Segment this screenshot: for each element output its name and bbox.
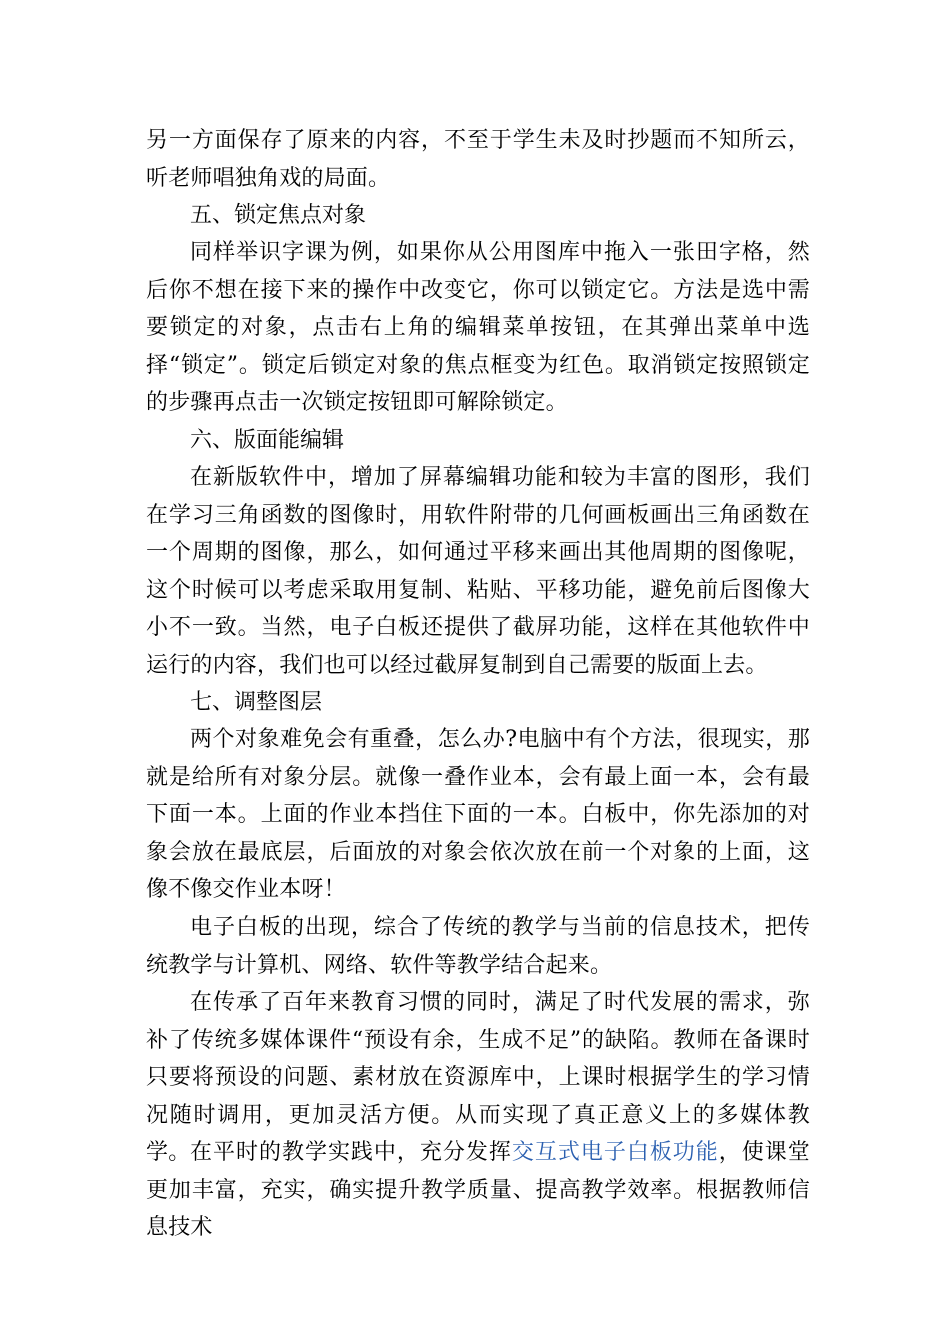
section-heading-5: 五、锁定焦点对象	[190, 203, 367, 228]
paragraph-text: ，使课堂更加丰富，充实，确实提升教学质量、提高教学效率。根据教师信息技术	[146, 1140, 810, 1240]
paragraph: 另一方面保存了原来的内容，不至于学生未及时抄题而不知所云，听老师唱独角戏的局面。	[146, 128, 810, 191]
section-heading-6: 六、版面能编辑	[190, 428, 345, 453]
section-heading-7: 七、调整图层	[190, 690, 323, 715]
paragraph: 两个对象难免会有重叠，怎么办?电脑中有个方法，很现实，那就是给所有对象分层。就像一叠作业本，会有最上面一本，会有最下面一本。上面的作业本挡住下面的一本。白板中，你先添加的对象会放在最底层，后面放的对象会依次放在前一个对象的上面，这像不像交作业本呀！	[146, 727, 810, 902]
whiteboard-link[interactable]: 交互式电子白板功能	[511, 1140, 719, 1165]
paragraph	[146, 1134, 810, 1247]
paragraph: 同样举识字课为例，如果你从公用图库中拖入一张田字格，然后你不想在接下来的操作中改变它，你可以锁定它。方法是选中需要锁定的对象，点击右上角的编辑菜单按钮，在其弹出菜单中选择“锁定”。锁定后锁定对象的焦点框变为红色。取消锁定按照锁定的步骤再点击一次锁定按钮即可解除锁定。	[146, 240, 810, 415]
paragraph: 在传承了百年来教育习惯的同时，满足了时代发展的需求，弥补了传统多媒体课件“预设有余，生成不足”的缺陷。教师在备课时只要将预设的问题、素材放在资源库中，上课时根据学生的学习情况随时调用，更加灵活方便。从而实现了真正意义上的多媒体教学。	[146, 990, 810, 1165]
paragraph: 电子白板的出现，综合了传统的教学与当前的信息技术，把传统教学与计算机、网络、软件等教学结合起来。	[146, 915, 810, 978]
paragraph-text: 在平时的教学实践中，充分发挥	[190, 1140, 512, 1165]
paragraph: 在新版软件中，增加了屏幕编辑功能和较为丰富的图形，我们在学习三角函数的图像时，用软件附带的几何画板画出三角函数在一个周期的图像，那么，如何通过平移来画出其他周期的图像呢，这个时候可以考虑采取用复制、粘贴、平移功能，避免前后图像大小不一致。当然，电子白板还提供了截屏功能，这样在其他软件中运行的内容，我们也可以经过截屏复制到自己需要的版面上去。	[146, 465, 810, 678]
